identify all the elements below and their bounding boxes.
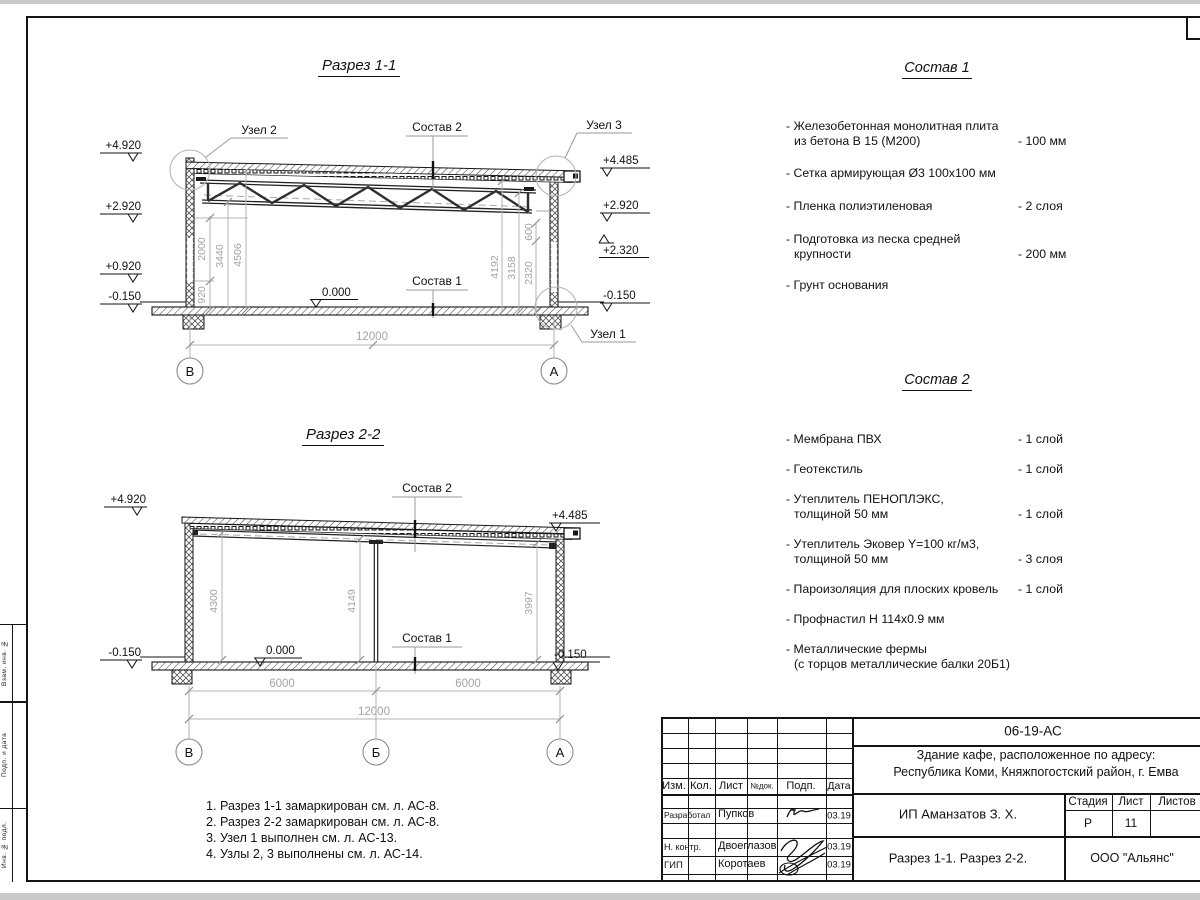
paper: [0, 4, 1200, 893]
bracket: [193, 530, 198, 535]
comp1-callout: Состав 1: [412, 274, 462, 288]
page-edge-top: [0, 0, 1200, 4]
page-edge-bottom: [0, 893, 1200, 900]
note-line: 1. Разрез 1-1 замаркирован см. л. АС-8.: [206, 799, 440, 813]
dim-3158: 3158: [506, 256, 518, 280]
dim-lines-right: [502, 180, 536, 312]
elevation-marks: [100, 494, 600, 670]
floor-slab: [152, 662, 588, 670]
col-izm: Изм.: [662, 780, 686, 792]
comp2-heading: Состав 2: [877, 372, 997, 388]
stage-label: Стадия: [1068, 796, 1108, 808]
client-name: ИП Аманзатов З. Х.: [898, 806, 1018, 822]
list-item: - Мембрана ПВХ - 1 слой: [786, 432, 1063, 446]
dim-4192: 4192: [489, 255, 501, 279]
axis-letter: А: [549, 364, 559, 379]
elevation-value: +4.920: [105, 140, 141, 152]
project-address-line1: Здание кафе, расположенное по адресу:: [916, 748, 1156, 762]
comp1-callout: Состав 1: [402, 631, 452, 645]
axis-letter: А: [555, 745, 565, 760]
date-gip: 03.19: [827, 859, 851, 871]
footing: [172, 670, 192, 684]
elevation-marks-left: [100, 140, 142, 312]
list-item: - Пароизоляция для плоских кровель - 1 слой: [786, 582, 1063, 596]
dim-lines: [222, 532, 537, 660]
comp2-callout: Состав 2: [412, 120, 462, 134]
list-item: - Железобетонная монолитная плита из бетона В 15 (М200) - 100 мм: [786, 119, 1067, 148]
dim-12000: 12000: [358, 706, 390, 718]
list-item: - Пленка полиэтиленовая - 2 слоя: [786, 199, 1063, 213]
wall-opening: [551, 242, 557, 292]
dim-3440: 3440: [214, 244, 226, 268]
role-gip: ГИП: [664, 860, 683, 871]
note-line: 2. Разрез 2-2 замаркирован см. л. АС-8.: [206, 815, 440, 829]
document-code: 06-19-АС: [1004, 723, 1062, 739]
dim-600: 600: [523, 223, 535, 241]
elevation-value: +4.485: [603, 155, 639, 167]
elevation-marks-right: [599, 155, 650, 311]
elevation-value: +2.320: [603, 245, 639, 257]
elevation-value: -0.150: [603, 290, 636, 302]
dim-6000: 6000: [455, 678, 481, 690]
elevation-value: +4.485: [552, 510, 588, 522]
dim-6000: 6000: [269, 678, 295, 690]
name-ncontrol: Двоеглазов: [718, 840, 777, 852]
date-ncontrol: 03.19: [827, 841, 851, 853]
list-item: - Грунт основания: [786, 278, 889, 292]
elevation-value: +0.920: [105, 261, 141, 273]
elevation-value: -0.150: [554, 649, 587, 661]
elevation-value: +4.920: [110, 494, 146, 506]
project-address-line2: Республика Коми, Княжпогостский район, г. Емва: [893, 765, 1179, 779]
node3-label: Узел 3: [586, 118, 622, 132]
elevation-value: -0.150: [108, 291, 141, 303]
col-podp: Подп.: [786, 780, 816, 792]
col-list: Лист: [719, 780, 743, 792]
signature-gip: [773, 835, 835, 879]
date-developer: 03.19: [827, 810, 851, 822]
node2-label: Узел 2: [241, 123, 277, 137]
margin-label-vzam: Взам. инв. №: [1, 639, 8, 686]
wall-column-left: [185, 518, 193, 662]
role-developer: Разработал: [664, 810, 711, 820]
leader: [406, 136, 468, 190]
wall-column-right: [556, 530, 564, 662]
dim-920: 920: [196, 286, 208, 304]
wall-opening: [187, 238, 193, 282]
footing: [183, 315, 204, 329]
name-gip: Коротаев: [718, 858, 766, 870]
sheets-label: Листов: [1158, 796, 1196, 808]
note-line: 3. Узел 1 выполнен см. л. АС-13.: [206, 831, 398, 845]
col-kol: Кол.: [690, 780, 712, 792]
dim-4300: 4300: [208, 589, 220, 613]
dim-bottom: [189, 666, 560, 739]
name-developer: Пупков: [718, 808, 755, 820]
footing: [551, 670, 571, 684]
dim-2000: 2000: [196, 237, 208, 261]
sheet-number: 11: [1124, 816, 1138, 830]
elevation-value: +2.920: [603, 200, 639, 212]
list-item: - Профнастил Н 114х0.9 мм: [786, 612, 945, 626]
margin-label-podp: Подп. и дата: [1, 732, 8, 777]
section2-title: Разрез 2-2: [302, 426, 384, 443]
title-block: [661, 717, 1200, 882]
leader: [206, 138, 288, 157]
margin-label-inv: Инв. № подл.: [1, 821, 8, 869]
dim-2320: 2320: [523, 261, 535, 285]
wall-column-left: [186, 158, 194, 307]
eave-detail: [573, 531, 578, 536]
dim-12000: 12000: [356, 331, 388, 343]
steel-truss: [196, 177, 550, 213]
sheet-title: Разрез 1-1. Разрез 2-2.: [888, 850, 1028, 866]
stage-value: Р: [1083, 816, 1093, 830]
elevation-value: +2.920: [105, 201, 141, 213]
bracket: [549, 543, 556, 549]
node1-label: Узел 1: [590, 327, 626, 341]
section1-title: Разрез 1-1: [318, 57, 400, 74]
sheet-label: Лист: [1118, 796, 1144, 808]
footing: [540, 315, 561, 329]
axis-letter: В: [184, 745, 194, 760]
middle-column: [374, 544, 377, 662]
dim-3997: 3997: [523, 591, 535, 615]
section2-drawing: [100, 481, 610, 765]
dim-4506: 4506: [232, 243, 244, 267]
axis-letter: В: [185, 364, 195, 379]
list-item: - Геотекстиль - 1 слой: [786, 462, 1063, 476]
section1-drawing: [100, 118, 650, 384]
col-data: Дата: [827, 780, 851, 792]
dim-4149: 4149: [346, 589, 358, 613]
list-item: - Металлические фермы (с торцов металлические балки 20Б1): [786, 642, 1010, 671]
role-ncontrol: Н. контр.: [664, 842, 702, 852]
col-ndok: №док.: [750, 781, 774, 791]
list-item: - Утеплитель ПЕНОПЛЭКС, толщиной 50 мм - 1 слой: [786, 492, 1063, 521]
zero-arrow: [310, 300, 358, 308]
signature-developer: [781, 805, 826, 823]
list-item: - Подготовка из песка средней крупности - 200 мм: [786, 232, 1067, 261]
dim-ticks: [218, 529, 541, 664]
comp2-callout: Состав 2: [402, 481, 452, 495]
list-item: - Утеплитель Эковер Y=100 кг/м3, толщиной 50 мм - 3 слоя: [786, 537, 1063, 566]
company-name: ООО "Альянс": [1090, 851, 1174, 865]
comp1-heading: Состав 1: [877, 60, 997, 76]
zero-level: 0.000: [266, 645, 295, 657]
list-item: - Сетка армирующая Ø3 100х100 мм: [786, 166, 996, 180]
zero-level: 0.000: [322, 287, 351, 299]
elevation-value: -0.150: [108, 647, 141, 659]
axis-letter: Б: [371, 745, 381, 760]
note-line: 4. Узлы 2, 3 выполнены см. л. АС-14.: [206, 847, 423, 861]
